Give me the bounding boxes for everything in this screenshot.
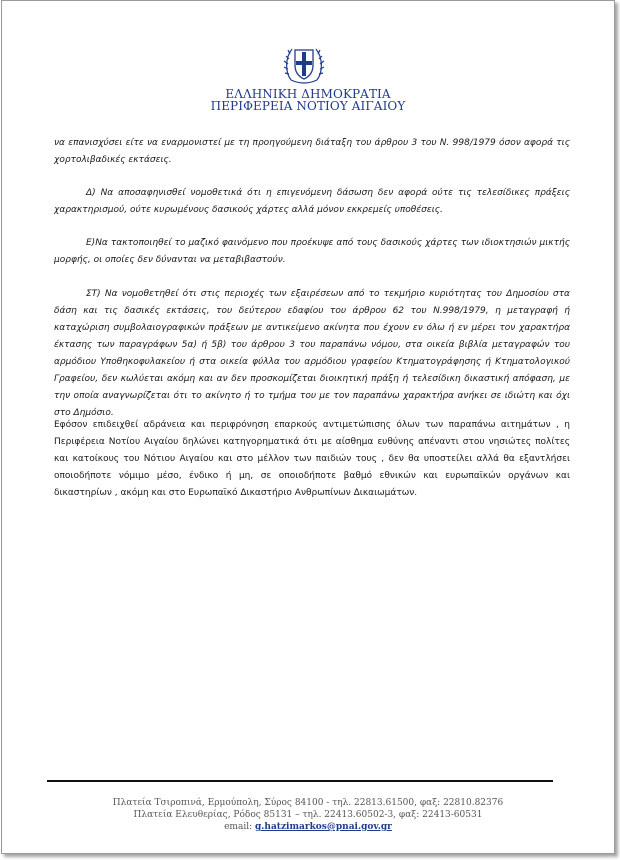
- header-country: ΕΛΛΗΝΙΚΗ ΔΗΜΟΚΡΑΤΙΑ: [225, 87, 391, 101]
- paragraph-d: Δ) Να αποσαφηνισθεί νομοθετικά ότι η επιγενόμενη δάσωση δεν αφορά ούτε τις τελεσίδικες πράξεις χαρακτηρισμού, ούτε κυρωμένους δασικούς χάρτες αλλά μόνον εκκρεμείς υποθέσεις.: [54, 188, 570, 215]
- paragraph-st: ΣΤ) Να νομοθετηθεί ότι στις περιοχές των εξαιρέσεων από το τεκμήριο κυριότητας του Δημοσίου στα δάση και τις δασικές εκτάσεις, του δεύτερου εδαφίου του άρθρου 62 του Ν.998/1979, η μεταγραφή ή καταχώριση συμβολαιογραφικών πράξεων με αντικείμενο ακίνητα που έχουν εν όλω ή εν μέρει τον χαρακτήρα έκτασης των παραγράφων 5α) ή 5β) του άρθρου 3 του παραπάνω νόμου, στα οικεία βιβλία μεταγραφών του αρμόδιου Υποθηκοφυλακείου ή στα οικεία φύλλα του αρμόδιου γραφείου Κτηματογράφησης ή Κτηματολογικού Γραφείου, δεν κωλύεται ακόμη και αν δεν προσκομίζεται διοικητική πράξη ή τελεσίδικη δικαστική απόφαση, με την οποία αναγνωρίζεται ότι το ακίνητο ή το τμήμα του με τον παραπάνω χαρακτήρα ανήκει σε ιδιώτη και όχι στο Δημόσιο.: [54, 289, 570, 418]
- footer-email-link[interactable]: g.hatzimarkos@pnai.gov.gr: [254, 822, 392, 832]
- footer-email-label: email:: [224, 822, 253, 832]
- footer-email-line: [2, 822, 614, 833]
- document-page: [1, 0, 615, 854]
- footer-divider: [47, 780, 553, 782]
- greek-coat-of-arms-icon: [282, 40, 326, 86]
- paragraph-continuation: να επανισχύσει είτε να εναρμονιστεί με τη προηγούμενη διάταξη του άρθρου 3 του Ν. 998/1979 όσον αφορά τις χορτολιβαδικές εκτάσεις.: [54, 138, 570, 165]
- paragraph-conclusion: Εφόσον επιδειχθεί αδράνεια και περιφρόνηση επαρκούς αντιμετώπισης όλων των παραπάνω αιτημάτων , η Περιφέρεια Νοτίου Αιγαίου δηλώνει κατηγορηματικά ότι με αίσθημα ευθύνης απέναντι στου νησιώτες πολίτες και κατοίκους του Νότιου Αιγαίου και στο μέλλον των παιδιών τους , δεν θα υποστείλει αλλά θα εξαντλήσει οποιοδήποτε νόμιμο μέσο, ένδικο ή μη, σε οποιοδήποτε βαθμό εθνικών και ευρωπαϊκών οργάνων και δικαστηρίων , ακόμη και στο Ευρωπαϊκό Δικαστήριο Ανθρωπίνων Δικαιωμάτων.: [54, 420, 570, 498]
- header-region: ΠΕΡΙΦΕΡΕΙΑ ΝΟΤΙΟΥ ΑΙΓΑΙΟΥ: [210, 99, 406, 113]
- footer-address-rhodes: Πλατεία Ελευθερίας, Ρόδος 85131 – τηλ. 22413.60502-3, φαξ: 22413-60531: [133, 810, 483, 820]
- paragraph-e: Ε)Να τακτοποιηθεί το μαζικό φαινόμενο που προέκυψε από τους δασικούς χάρτες των ιδιοκτησιών μικτής μορφής, οι οποίες δεν δύνανται να μεταβιβαστούν.: [54, 238, 570, 265]
- footer-address-syros: Πλατεία Τσιροπινά, Ερμούπολη, Σύρος 84100 - τηλ. 22813.61500, φαξ: 22810.82376: [112, 798, 504, 808]
